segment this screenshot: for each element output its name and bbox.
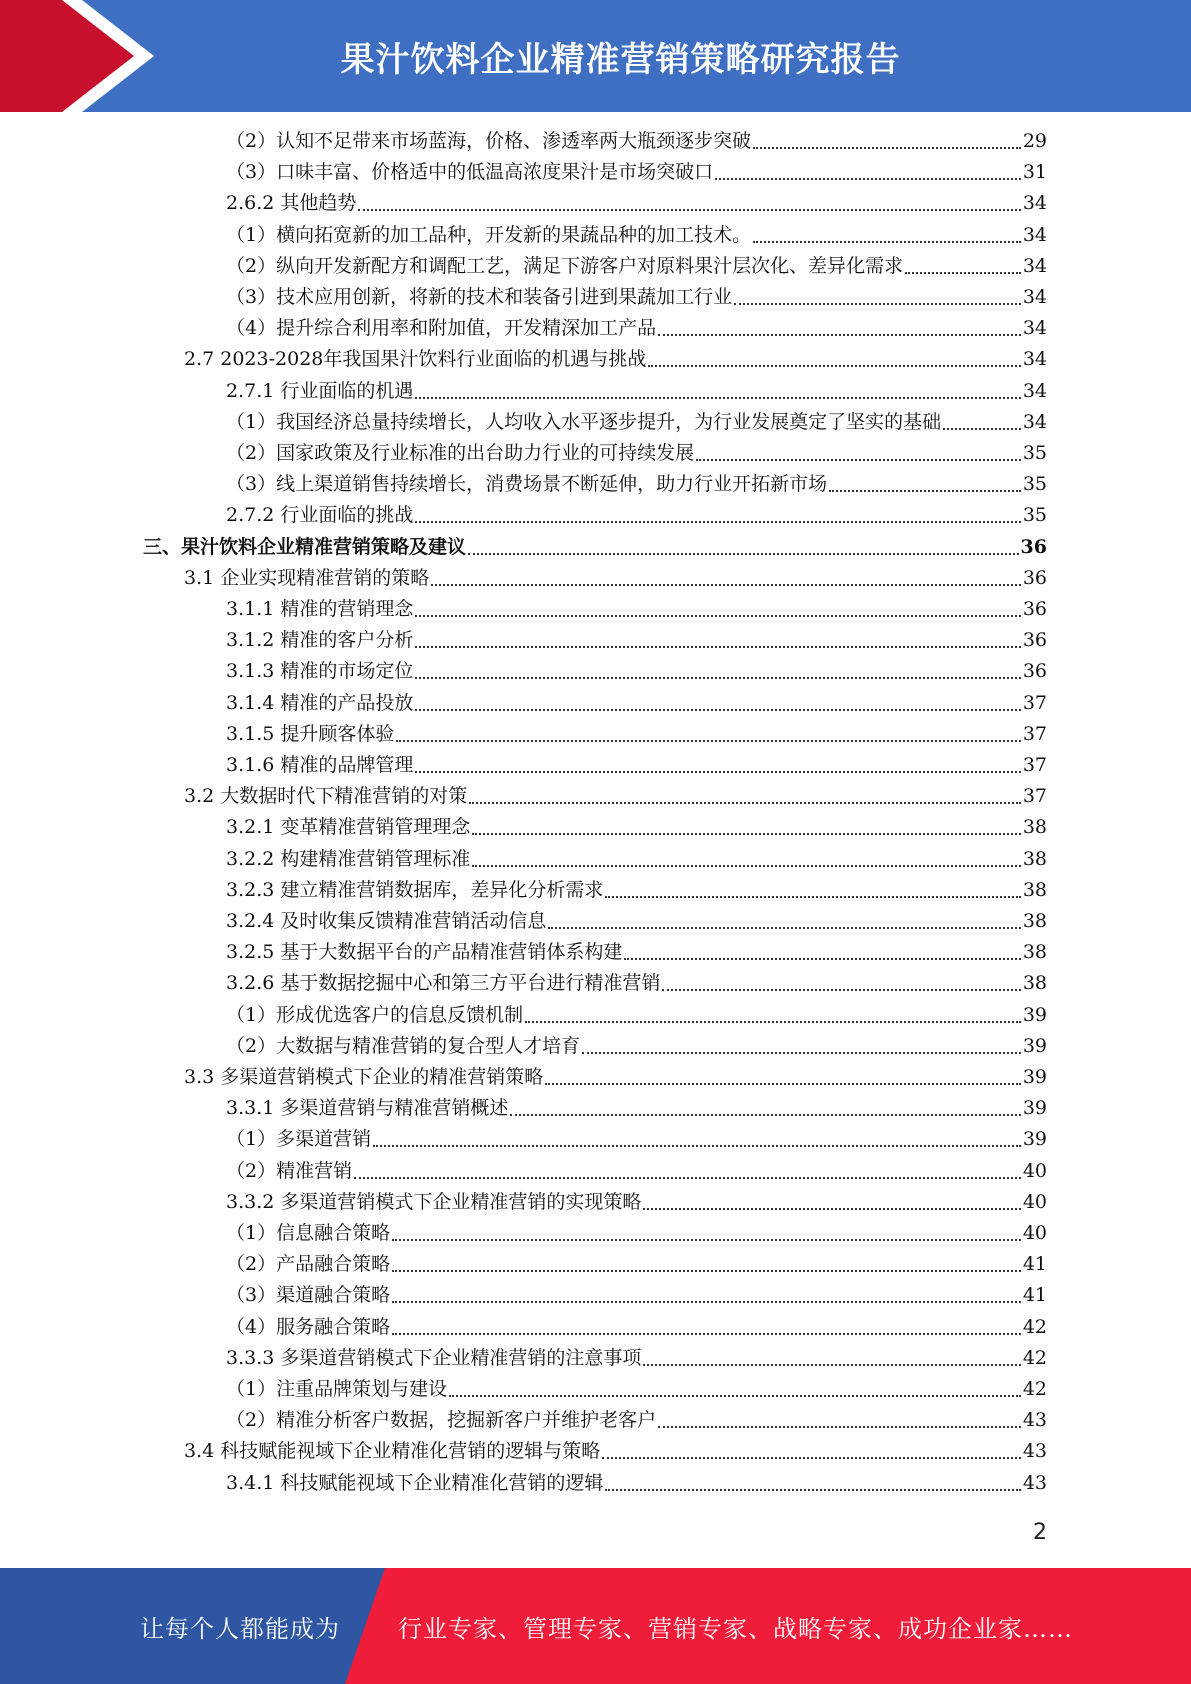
toc-entry-label: 3.3.1 多渠道营销与精准营销概述 xyxy=(226,1097,509,1119)
toc-entry-page: 39 xyxy=(1022,1066,1047,1088)
toc-entry[interactable] xyxy=(226,1093,1047,1124)
toc-entry[interactable] xyxy=(226,1187,1047,1218)
toc-entry-label: （3）口味丰富、价格适中的低温高浓度果汁是市场突破口 xyxy=(226,161,714,183)
toc-entry-label: （4）服务融合策略 xyxy=(226,1316,391,1338)
toc-entry[interactable] xyxy=(226,188,1047,219)
page-number: 2 xyxy=(1033,1520,1047,1545)
toc-entry-label: （1）多渠道营销 xyxy=(226,1128,372,1150)
toc-dot-leader xyxy=(734,303,1021,305)
toc-dot-leader xyxy=(431,584,1021,586)
toc-entry-page: 43 xyxy=(1022,1440,1047,1462)
toc-entry[interactable] xyxy=(184,344,1047,375)
toc-entry-label: （1）我国经济总量持续增长，人均收入水平逐步提升，为行业发展奠定了坚实的基础 xyxy=(226,411,942,433)
toc-entry[interactable] xyxy=(226,844,1047,875)
toc-dot-leader xyxy=(373,1145,1021,1147)
toc-entry[interactable] xyxy=(226,1124,1047,1155)
toc-entry-label: （4）提升综合利用率和附加值，开发精深加工产品 xyxy=(226,317,657,339)
toc-entry-page: 39 xyxy=(1022,1128,1047,1150)
toc-entry-label: （1）横向拓宽新的加工品种，开发新的果蔬品种的加工技术。 xyxy=(226,224,752,246)
toc-entry[interactable] xyxy=(226,157,1047,188)
toc-dot-leader xyxy=(658,1426,1021,1428)
toc-entry[interactable] xyxy=(226,812,1047,843)
toc-entry-page: 34 xyxy=(1022,411,1047,433)
toc-entry-page: 36 xyxy=(1022,660,1047,682)
toc-dot-leader xyxy=(396,740,1020,742)
toc-entry-label: 3.2.4 及时收集反馈精准营销活动信息 xyxy=(226,910,547,932)
toc-entry-page: 34 xyxy=(1022,224,1047,246)
toc-entry-page: 34 xyxy=(1022,286,1047,308)
toc-entry-label: 3.2.1 变革精准营销管理理念 xyxy=(226,816,471,838)
toc-entry[interactable] xyxy=(226,906,1047,937)
toc-dot-leader xyxy=(582,1052,1021,1054)
toc-entry-page: 38 xyxy=(1022,972,1047,994)
toc-entry[interactable] xyxy=(184,1062,1047,1093)
toc-dot-leader xyxy=(472,865,1020,867)
footer-slogan-left: 让每个人都能成为 xyxy=(140,1614,340,1643)
toc-dot-leader xyxy=(643,1364,1020,1366)
toc-entry-label: 3.2.2 构建精准营销管理标准 xyxy=(226,848,471,870)
toc-entry-label: 3.2.5 基于大数据平台的产品精准营销体系构建 xyxy=(226,941,623,963)
toc-dot-leader xyxy=(415,677,1020,679)
toc-entry-page: 35 xyxy=(1022,504,1047,526)
toc-entry[interactable] xyxy=(184,1436,1047,1467)
toc-entry-page: 34 xyxy=(1022,380,1047,402)
toc-entry[interactable] xyxy=(226,251,1047,282)
header-red-arrow-decoration xyxy=(0,0,140,112)
toc-entry[interactable] xyxy=(226,750,1047,781)
toc-entry-label: （2）纵向开发新配方和调配工艺，满足下游客户对原料果汁层次化、差异化需求 xyxy=(226,255,904,277)
toc-entry-label: （2）精准分析客户数据，挖掘新客户并维护老客户 xyxy=(226,1409,657,1431)
toc-entry[interactable] xyxy=(226,1343,1047,1374)
toc-entry-page: 37 xyxy=(1022,692,1047,714)
toc-entry[interactable] xyxy=(226,1280,1047,1311)
toc-entry-page: 35 xyxy=(1022,442,1047,464)
toc-entry[interactable] xyxy=(226,688,1047,719)
toc-entry-label: 3.3.3 多渠道营销模式下企业精准营销的注意事项 xyxy=(226,1347,642,1369)
toc-dot-leader xyxy=(449,1395,1021,1397)
toc-dot-leader xyxy=(468,553,1019,555)
toc-entry[interactable] xyxy=(226,937,1047,968)
toc-dot-leader xyxy=(510,1114,1020,1116)
toc-entry-page: 34 xyxy=(1022,317,1047,339)
toc-dot-leader xyxy=(358,209,1020,211)
toc-entry-label: 3.4 科技赋能视域下企业精准化营销的逻辑与策略 xyxy=(184,1440,601,1462)
toc-entry[interactable] xyxy=(226,1031,1047,1062)
toc-entry[interactable] xyxy=(143,532,1047,563)
toc-entry-label: 3.1.5 提升顾客体验 xyxy=(226,723,395,745)
toc-entry-page: 37 xyxy=(1022,785,1047,807)
toc-entry-label: 3.1.3 精准的市场定位 xyxy=(226,660,414,682)
toc-entry-page: 34 xyxy=(1022,192,1047,214)
toc-dot-leader xyxy=(472,833,1020,835)
toc-entry-label: （2）认知不足带来市场蓝海，价格、渗透率两大瓶颈逐步突破 xyxy=(226,130,752,152)
toc-entry-label: 3.1 企业实现精准营销的策略 xyxy=(184,567,430,589)
toc-dot-leader xyxy=(658,334,1021,336)
footer-slogan-right: 行业专家、管理专家、营销专家、战略专家、成功企业家…… xyxy=(398,1614,1073,1643)
toc-entry-label: 3.1.6 精准的品牌管理 xyxy=(226,754,414,776)
toc-entry-label: （2）精准营销 xyxy=(226,1160,353,1182)
toc-dot-leader xyxy=(392,1301,1021,1303)
toc-entry-label: （2）产品融合策略 xyxy=(226,1253,391,1275)
page-footer xyxy=(0,1568,1191,1684)
toc-entry-label: 3.4.1 科技赋能视域下企业精准化营销的逻辑 xyxy=(226,1472,604,1494)
toc-entry-page: 41 xyxy=(1022,1284,1047,1306)
toc-entry[interactable] xyxy=(226,1312,1047,1343)
toc-entry-page: 36 xyxy=(1022,629,1047,651)
toc-entry-page: 38 xyxy=(1022,941,1047,963)
toc-entry[interactable] xyxy=(226,875,1047,906)
toc-entry-label: 2.6.2 其他趋势 xyxy=(226,192,357,214)
toc-dot-leader xyxy=(392,1239,1021,1241)
toc-entry[interactable] xyxy=(226,469,1047,500)
toc-dot-leader xyxy=(602,1457,1021,1459)
toc-entry-label: 2.7 2023-2028年我国果汁饮料行业面临的机遇与挑战 xyxy=(184,348,647,370)
toc-entry[interactable] xyxy=(226,625,1047,656)
toc-entry-label: （2）大数据与精准营销的复合型人才培育 xyxy=(226,1035,581,1057)
toc-entry-label: （3）技术应用创新，将新的技术和装备引进到果蔬加工行业 xyxy=(226,286,733,308)
toc-dot-leader xyxy=(545,1083,1021,1085)
toc-entry[interactable] xyxy=(226,500,1047,531)
toc-entry[interactable] xyxy=(226,594,1047,625)
toc-entry-page: 38 xyxy=(1022,910,1047,932)
toc-entry[interactable] xyxy=(226,656,1047,687)
toc-entry-label: 2.7.1 行业面临的机遇 xyxy=(226,380,414,402)
toc-entry-label: 3.3.2 多渠道营销模式下企业精准营销的实现策略 xyxy=(226,1191,642,1213)
toc-entry-page: 40 xyxy=(1022,1222,1047,1244)
toc-entry-page: 42 xyxy=(1022,1378,1047,1400)
toc-entry-page: 40 xyxy=(1022,1191,1047,1213)
toc-entry-label: 3.3 多渠道营销模式下企业的精准营销策略 xyxy=(184,1066,544,1088)
toc-entry-label: （3）线上渠道销售持续增长，消费场景不断延伸，助力行业开拓新市场 xyxy=(226,473,828,495)
toc-entry-label: 3.1.1 精准的营销理念 xyxy=(226,598,414,620)
toc-entry[interactable] xyxy=(226,376,1047,407)
toc-dot-leader xyxy=(415,521,1020,523)
toc-dot-leader xyxy=(415,397,1020,399)
toc-entry-page: 34 xyxy=(1022,255,1047,277)
toc-entry-page: 42 xyxy=(1022,1316,1047,1338)
toc-dot-leader xyxy=(905,272,1021,274)
toc-entry[interactable] xyxy=(226,220,1047,251)
toc-dot-leader xyxy=(525,1021,1021,1023)
toc-entry[interactable] xyxy=(226,1156,1047,1187)
toc-entry-label: 3.2.3 建立精准营销数据库，差异化分析需求 xyxy=(226,879,604,901)
toc-entry-page: 38 xyxy=(1022,879,1047,901)
toc-entry[interactable] xyxy=(226,1000,1047,1031)
toc-dot-leader xyxy=(648,365,1020,367)
toc-entry-label: 3.1.2 精准的客户分析 xyxy=(226,629,414,651)
toc-entry-page: 39 xyxy=(1022,1035,1047,1057)
toc-entry[interactable] xyxy=(226,1374,1047,1405)
toc-entry[interactable] xyxy=(226,407,1047,438)
toc-entry-label: （1）形成优选客户的信息反馈机制 xyxy=(226,1004,524,1026)
toc-dot-leader xyxy=(696,459,1021,461)
toc-entry-page: 39 xyxy=(1022,1004,1047,1026)
toc-entry[interactable] xyxy=(226,313,1047,344)
toc-entry-page: 38 xyxy=(1022,816,1047,838)
toc-entry-label: 3.1.4 精准的产品投放 xyxy=(226,692,414,714)
toc-dot-leader xyxy=(829,490,1021,492)
toc-entry[interactable] xyxy=(226,1249,1047,1280)
toc-entry-page: 43 xyxy=(1022,1472,1047,1494)
toc-entry-page: 42 xyxy=(1022,1347,1047,1369)
toc-dot-leader xyxy=(715,178,1021,180)
toc-entry-label: 3.2 大数据时代下精准营销的对策 xyxy=(184,785,468,807)
toc-dot-leader xyxy=(548,927,1020,929)
toc-dot-leader xyxy=(415,709,1020,711)
toc-entry-page: 41 xyxy=(1022,1253,1047,1275)
toc-entry-label: （1）信息融合策略 xyxy=(226,1222,391,1244)
toc-dot-leader xyxy=(392,1333,1021,1335)
toc-dot-leader xyxy=(415,646,1020,648)
toc-dot-leader xyxy=(643,1208,1020,1210)
toc-dot-leader xyxy=(415,615,1020,617)
toc-entry-page: 37 xyxy=(1022,754,1047,776)
toc-dot-leader xyxy=(354,1177,1021,1179)
toc-entry[interactable] xyxy=(226,1468,1047,1499)
toc-entry-page: 43 xyxy=(1022,1409,1047,1431)
toc-dot-leader xyxy=(469,802,1021,804)
toc-dot-leader xyxy=(753,147,1021,149)
toc-dot-leader xyxy=(753,241,1021,243)
toc-dot-leader xyxy=(605,896,1020,898)
document-title: 果汁饮料企业精准营销策略研究报告 xyxy=(340,39,901,80)
toc-dot-leader xyxy=(624,958,1020,960)
toc-entry[interactable] xyxy=(184,563,1047,594)
toc-dot-leader xyxy=(605,1489,1020,1491)
toc-entry[interactable] xyxy=(184,781,1047,812)
toc-entry-page: 34 xyxy=(1022,348,1047,370)
toc-entry[interactable] xyxy=(226,1405,1047,1436)
toc-entry-label: 3.2.6 基于数据挖掘中心和第三方平台进行精准营销 xyxy=(226,972,661,994)
toc-entry-page: 38 xyxy=(1022,848,1047,870)
toc-entry-label: 2.7.2 行业面临的挑战 xyxy=(226,504,414,526)
toc-entry[interactable] xyxy=(226,438,1047,469)
toc-entry[interactable] xyxy=(226,126,1047,157)
page-header xyxy=(0,0,1191,112)
toc-entry[interactable] xyxy=(226,719,1047,750)
toc-entry[interactable] xyxy=(226,1218,1047,1249)
toc-dot-leader xyxy=(415,771,1020,773)
toc-entry-page: 35 xyxy=(1022,473,1047,495)
toc-entry[interactable] xyxy=(226,282,1047,313)
toc-entry-label: （1）注重品牌策划与建设 xyxy=(226,1378,448,1400)
toc-entry[interactable] xyxy=(226,968,1047,999)
toc-entry-page: 29 xyxy=(1022,130,1047,152)
toc-entry-page: 36 xyxy=(1020,536,1047,558)
toc-entry-label: （2）国家政策及行业标准的出台助力行业的可持续发展 xyxy=(226,442,695,464)
toc-entry-label: 三、果汁饮料企业精准营销策略及建议 xyxy=(143,536,467,558)
toc-entry-page: 40 xyxy=(1022,1160,1047,1182)
toc-entry-page: 37 xyxy=(1022,723,1047,745)
toc-dot-leader xyxy=(392,1270,1021,1272)
toc-entry-label: （3）渠道融合策略 xyxy=(226,1284,391,1306)
toc-entry-page: 31 xyxy=(1022,161,1047,183)
toc-dot-leader xyxy=(943,428,1021,430)
toc-entry-page: 36 xyxy=(1022,598,1047,620)
toc-entry-page: 39 xyxy=(1022,1097,1047,1119)
toc-dot-leader xyxy=(662,989,1020,991)
toc-entry-page: 36 xyxy=(1022,567,1047,589)
